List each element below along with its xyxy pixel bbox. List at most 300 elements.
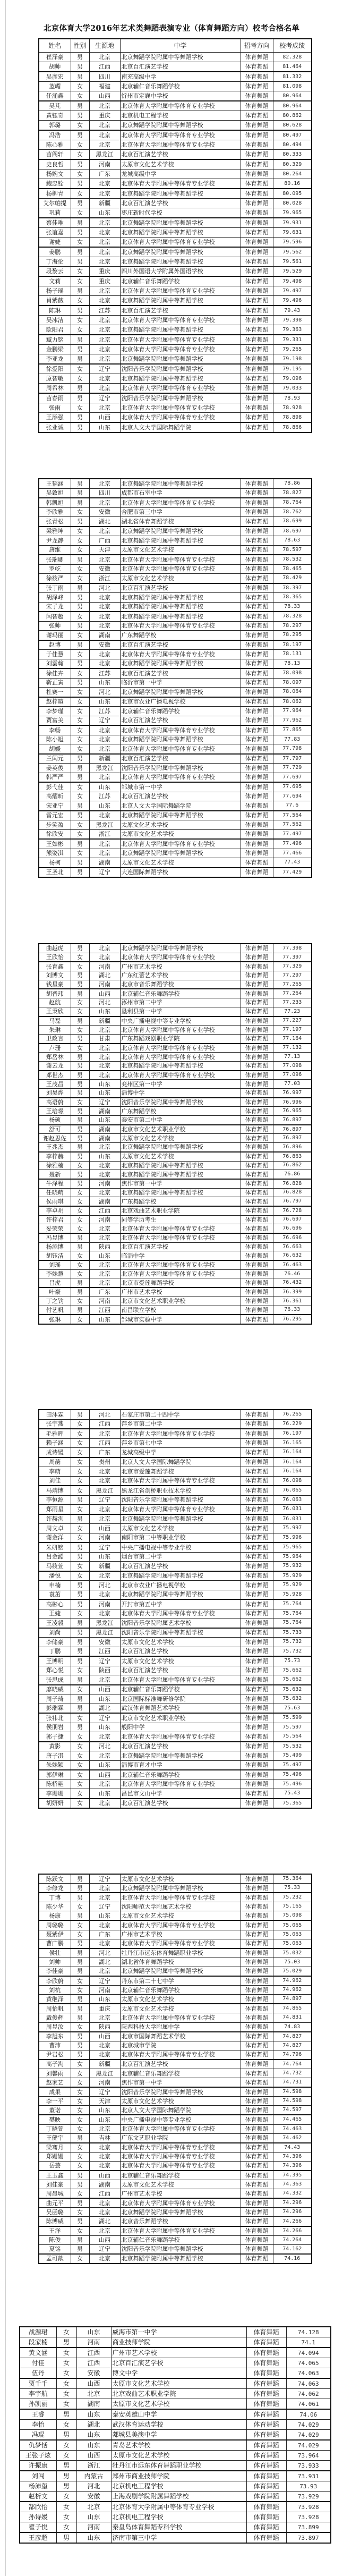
- score-cell: 75.03: [273, 1958, 312, 1967]
- name-cell: 黄继泽: [39, 1995, 71, 2004]
- table-row: [39, 189, 312, 199]
- region-cell: 河南: [89, 1599, 120, 1609]
- direction-cell: 体育舞蹈: [241, 130, 273, 140]
- name-cell: 苗阁轩: [39, 150, 71, 160]
- score-cell: 74.16: [273, 2254, 312, 2264]
- gender-cell: 女: [71, 1571, 89, 1581]
- gender-cell: 女: [71, 238, 89, 248]
- direction-cell: 体育舞蹈: [241, 2078, 273, 2088]
- school-cell: 北京体育大学附属中等体育专业学校: [120, 650, 241, 659]
- name-cell: 靳正寅: [39, 678, 71, 688]
- name-cell: 李萌: [39, 1467, 71, 1477]
- gender-cell: 女: [71, 1609, 89, 1619]
- region-cell: 北京: [89, 2254, 120, 2264]
- direction-cell: 体育舞蹈: [241, 2060, 273, 2069]
- name-cell: 陈桥艳: [39, 1780, 71, 1789]
- region-cell: 辽宁: [89, 2087, 120, 2097]
- table-row: [39, 2022, 312, 2032]
- score-cell: 73.931: [286, 2471, 331, 2481]
- table-row: [39, 1143, 312, 1152]
- name-cell: 鲍忠铨: [39, 179, 71, 189]
- direction-cell: 体育舞蹈: [241, 1152, 273, 1161]
- region-cell: 北京: [89, 612, 120, 621]
- score-cell: 74.732: [273, 2069, 312, 2078]
- region-cell: 山东: [89, 1089, 120, 1098]
- school-cell: 北京舞蹈学院附属中等舞蹈学校: [120, 1884, 241, 1893]
- table-row: [39, 179, 312, 189]
- school-cell: 太原市文化艺术学校: [120, 1995, 241, 2004]
- gender-cell: 男: [71, 1581, 89, 1590]
- table-row: [39, 744, 312, 754]
- region-cell: 河北: [89, 1581, 120, 1590]
- direction-cell: 体育舞蹈: [241, 306, 273, 316]
- region-cell: 北京: [89, 2050, 120, 2060]
- direction-cell: 体育舞蹈: [241, 1125, 273, 1134]
- table-row: [39, 1315, 312, 1324]
- region-cell: 北京: [89, 1170, 120, 1179]
- direction-cell: 体育舞蹈: [241, 1134, 273, 1143]
- direction-cell: 体育舞蹈: [241, 754, 273, 764]
- table-row: [20, 2348, 331, 2358]
- table-row: [39, 2226, 312, 2236]
- results-table-page-3: [38, 943, 312, 1325]
- direction-cell: 体育舞蹈: [241, 2244, 273, 2254]
- table-row: [39, 782, 312, 792]
- direction-cell: 体育舞蹈: [241, 179, 273, 189]
- name-cell: 叶豪: [39, 1287, 71, 1297]
- region-cell: 山东: [89, 2115, 120, 2124]
- name-cell: 胡钰洁: [39, 1251, 71, 1260]
- direction-cell: 体育舞蹈: [241, 1080, 273, 1089]
- direction-cell: 体育舞蹈: [241, 707, 273, 716]
- table-row: [39, 507, 312, 517]
- score-cell: 76.828: [273, 1188, 312, 1197]
- table-row: [39, 1080, 312, 1089]
- name-cell: 徐佳卉: [39, 668, 71, 678]
- gender-cell: 女: [71, 668, 89, 678]
- school-cell: 北京舞蹈学院附属中等舞蹈学校: [120, 1751, 241, 1761]
- region-cell: 湖北: [89, 1958, 120, 1967]
- school-cell: 北京体育大学附属中等体育专业学校: [120, 744, 241, 754]
- gender-cell: 女: [71, 1476, 89, 1486]
- name-cell: 吴函璐: [39, 2208, 71, 2217]
- score-cell: 74.094: [286, 2348, 331, 2358]
- name-cell: 李亚龙: [39, 354, 71, 365]
- region-cell: 北京: [89, 354, 120, 365]
- region-cell: 山东: [89, 1116, 120, 1125]
- gender-cell: 女: [71, 1458, 89, 1467]
- name-cell: 王兆杰: [39, 1143, 71, 1152]
- score-cell: 76.996: [273, 1098, 312, 1107]
- score-cell: 74.897: [273, 1995, 312, 2004]
- table-row: [20, 2522, 331, 2533]
- table-row: [39, 1874, 312, 1884]
- direction-cell: 体育舞蹈: [241, 296, 273, 306]
- gender-cell: 女: [71, 1505, 89, 1514]
- table-row: [39, 2041, 312, 2050]
- gender-cell: 女: [56, 2512, 76, 2522]
- gender-cell: 女: [71, 296, 89, 306]
- region-cell: 江西: [89, 1306, 120, 1315]
- score-cell: 79.398: [273, 316, 312, 325]
- table-row: [39, 2180, 312, 2189]
- region-cell: 新疆: [89, 2060, 120, 2069]
- school-cell: 北京体育大学附属中等体育专业学校: [120, 316, 241, 325]
- name-cell: 董诺: [39, 2106, 71, 2115]
- school-cell: 北京舞蹈学院附属中等舞蹈学校: [120, 1161, 241, 1170]
- table-row: [39, 754, 312, 764]
- name-cell: 张思成: [39, 1675, 71, 1685]
- gender-cell: 男: [56, 2532, 76, 2543]
- gender-cell: 男: [71, 130, 89, 140]
- gender-cell: 男: [71, 773, 89, 782]
- direction-cell: 体育舞蹈: [241, 697, 273, 707]
- score-cell: 74.06: [286, 2409, 331, 2420]
- region-cell: 山西: [89, 1770, 120, 1780]
- direction-cell: 体育舞蹈: [241, 725, 273, 735]
- name-cell: 韩严严: [39, 773, 71, 782]
- score-cell: 75.165: [273, 1902, 312, 1911]
- direction-cell: 体育舞蹈: [241, 1780, 273, 1789]
- table-row: [39, 130, 312, 140]
- name-cell: 谢赵思佐: [39, 1134, 71, 1143]
- table-row: [39, 707, 312, 716]
- gender-cell: 男: [71, 2032, 89, 2041]
- results-table-page-1: [38, 38, 312, 433]
- score-cell: 74.063: [286, 2378, 331, 2389]
- name-cell: 许振康: [20, 2461, 56, 2471]
- school-cell: 广东红蕾艺术学校: [120, 971, 241, 980]
- name-cell: 卢珊: [39, 1044, 71, 1053]
- score-cell: 75.996: [273, 1533, 312, 1543]
- table-row: [39, 688, 312, 697]
- region-cell: 安徽: [89, 640, 120, 650]
- gender-cell: 女: [71, 1206, 89, 1215]
- score-cell: 76.399: [273, 1287, 312, 1297]
- score-cell: 77.865: [273, 725, 312, 735]
- gender-cell: 男: [71, 413, 89, 423]
- gender-cell: 女: [71, 849, 89, 858]
- gender-cell: 男: [71, 1053, 89, 1062]
- direction-cell: 体育舞蹈: [241, 2032, 273, 2041]
- region-cell: 安徽: [76, 2492, 111, 2502]
- score-cell: 74.296: [273, 2208, 312, 2217]
- table-row: [39, 1197, 312, 1206]
- direction-cell: 体育舞蹈: [241, 1242, 273, 1251]
- score-cell: 80.497: [273, 130, 312, 140]
- score-cell: 78.465: [273, 564, 312, 574]
- school-cell: 北京体育大学附属中等体育专业学校: [120, 384, 241, 394]
- direction-cell: 体育舞蹈: [241, 393, 273, 403]
- score-cell: 82.328: [273, 53, 312, 62]
- direction-cell: 体育舞蹈: [241, 1723, 273, 1732]
- direction-cell: 体育舞蹈: [241, 1448, 273, 1458]
- name-cell: 刘雲翰: [39, 659, 71, 668]
- region-cell: 湖北: [76, 2420, 111, 2430]
- table-row: [39, 1543, 312, 1552]
- score-cell: 79.496: [273, 296, 312, 306]
- score-cell: 77.132: [273, 1044, 312, 1053]
- school-cell: 中央广播电视中等专业学校: [120, 1543, 241, 1552]
- table-row: [39, 1638, 312, 1647]
- gender-cell: 男: [56, 2461, 76, 2471]
- region-cell: 山东: [89, 208, 120, 218]
- direction-cell: 体育舞蹈: [246, 2399, 286, 2410]
- school-cell: 北京百汇演艺学校: [120, 199, 241, 208]
- score-cell: 75.997: [273, 1524, 312, 1533]
- direction-cell: 体育舞蹈: [241, 962, 273, 971]
- direction-cell: 体育舞蹈: [241, 276, 273, 286]
- score-cell: 78.93: [273, 393, 312, 403]
- school-cell: 郑州市商业技师学院: [111, 2471, 246, 2481]
- table-row: [39, 1893, 312, 1902]
- table-row: [39, 1939, 312, 1948]
- region-cell: 河南: [89, 980, 120, 989]
- direction-cell: 体育舞蹈: [241, 1533, 273, 1543]
- score-cell: 75.932: [273, 1562, 312, 1571]
- school-cell: 沈阳音乐学院附属中等舞蹈学校: [120, 1495, 241, 1505]
- name-cell: 丁博: [39, 1893, 71, 1902]
- region-cell: 北京: [89, 2226, 120, 2236]
- table-row: [39, 2060, 312, 2069]
- school-cell: 上海戏剧学院附属舞蹈学校: [111, 2492, 246, 2502]
- table-row: [39, 1770, 312, 1780]
- name-cell: 曹广鹏: [39, 1939, 71, 1948]
- region-cell: 甘肃: [89, 1034, 120, 1043]
- gender-cell: 女: [71, 1799, 89, 1809]
- school-cell: 北京戏曲艺术职业学院: [111, 2389, 246, 2399]
- gender-cell: 男: [71, 2198, 89, 2208]
- region-cell: 北京: [89, 1269, 120, 1278]
- school-cell: 北京舞蹈学院附属中等舞蹈学校: [120, 593, 241, 603]
- name-cell: 陈俊: [39, 2235, 71, 2244]
- score-cell: 80.095: [273, 189, 312, 199]
- table-row: [39, 697, 312, 707]
- direction-cell: 体育舞蹈: [241, 479, 273, 488]
- table-row: [39, 364, 312, 374]
- name-cell: 牛泽程: [39, 1179, 71, 1188]
- table-row: [39, 1034, 312, 1043]
- direction-cell: 体育舞蹈: [241, 1007, 273, 1016]
- column-header: 姓名: [39, 39, 71, 53]
- document-title: 北京体育大学2016年艺术类舞蹈表演专业（体育舞蹈方向）校考合格名单: [43, 24, 300, 33]
- score-cell: 76.696: [273, 1224, 312, 1233]
- gender-cell: 女: [56, 2522, 76, 2533]
- name-cell: 刘佳豪: [39, 2180, 71, 2189]
- region-cell: 山东: [89, 697, 120, 707]
- school-cell: 北京百汇演艺学校: [120, 640, 241, 650]
- gender-cell: 男: [71, 2180, 89, 2189]
- name-cell: 丁晓萱: [39, 2124, 71, 2133]
- table-row: [39, 998, 312, 1007]
- school-cell: 武汉体育运动学校: [111, 2420, 246, 2430]
- score-cell: 74.264: [273, 2235, 312, 2244]
- score-cell: 80.329: [273, 159, 312, 170]
- gender-cell: 女: [71, 1562, 89, 1571]
- direction-cell: 体育舞蹈: [241, 1638, 273, 1647]
- name-cell: 张琳: [39, 1315, 71, 1324]
- name-cell: 陈博威: [39, 2217, 71, 2226]
- direction-cell: 体育舞蹈: [241, 1920, 273, 1930]
- direction-cell: 体育舞蹈: [241, 1799, 273, 1809]
- gender-cell: 女: [56, 2358, 76, 2368]
- table-row: [39, 335, 312, 345]
- name-cell: 谢玛丽: [39, 631, 71, 640]
- score-cell: 79.363: [273, 325, 312, 335]
- school-cell: 牡丹江市远东体育舞蹈职业学校: [120, 1948, 241, 1958]
- direction-cell: 体育舞蹈: [241, 1161, 273, 1170]
- region-cell: 北京: [76, 2389, 111, 2399]
- table-row: [39, 1789, 312, 1799]
- direction-cell: 体育舞蹈: [241, 839, 273, 849]
- gender-cell: 男: [71, 678, 89, 688]
- table-row: [39, 1713, 312, 1723]
- school-cell: 北京体育大学附属中等体育专业学校: [120, 1476, 241, 1486]
- score-cell: 74.796: [273, 2050, 312, 2060]
- direction-cell: 体育舞蹈: [241, 413, 273, 423]
- score-cell: 75.764: [273, 1619, 312, 1628]
- school-cell: 泰安市第二中学: [120, 1116, 241, 1125]
- direction-cell: 体育舞蹈: [241, 1958, 273, 1967]
- direction-cell: 体育舞蹈: [241, 2041, 273, 2050]
- gender-cell: 女: [71, 2124, 89, 2133]
- region-cell: 北京: [89, 238, 120, 248]
- direction-cell: 体育舞蹈: [241, 944, 273, 953]
- table-row: [39, 1188, 312, 1197]
- gender-cell: 男: [71, 1948, 89, 1958]
- gender-cell: 女: [71, 1732, 89, 1742]
- gender-cell: 男: [71, 1514, 89, 1524]
- score-cell: 75.764: [273, 1599, 312, 1609]
- score-cell: 77.562: [273, 820, 312, 830]
- school-cell: 临沂市第一中学: [120, 678, 241, 688]
- region-cell: 北京: [89, 1609, 120, 1619]
- gender-cell: 男: [71, 479, 89, 488]
- direction-cell: 体育舞蹈: [246, 2440, 286, 2451]
- name-cell: 高子淘: [39, 2060, 71, 2069]
- name-cell: 张谊嘉: [39, 228, 71, 238]
- region-cell: 江西: [89, 62, 120, 72]
- gender-cell: 女: [71, 1251, 89, 1260]
- name-cell: 张祎北: [39, 1713, 71, 1723]
- region-cell: 北京: [89, 189, 120, 199]
- name-cell: 孙诗媛: [20, 2512, 56, 2522]
- score-cell: 76.897: [273, 1125, 312, 1134]
- direction-cell: 体育舞蹈: [241, 1206, 273, 1215]
- school-cell: 北京舞蹈学院附属中等舞蹈学校: [120, 2254, 241, 2264]
- region-cell: 江西: [89, 2189, 120, 2199]
- table-row: [39, 1278, 312, 1287]
- score-cell: 76.86: [273, 1170, 312, 1179]
- score-cell: 77.798: [273, 744, 312, 754]
- direction-cell: 体育舞蹈: [241, 1562, 273, 1571]
- table-row: [39, 725, 312, 735]
- score-cell: 76.295: [273, 1315, 312, 1324]
- region-cell: 辽宁: [89, 1902, 120, 1911]
- name-cell: 徐欣安: [39, 829, 71, 839]
- school-cell: 邹城市第一中学: [120, 782, 241, 792]
- school-cell: 北京辅仁音乐舞蹈学校: [120, 1685, 241, 1694]
- direction-cell: 体育舞蹈: [241, 374, 273, 384]
- school-cell: 北京舞蹈学院附属中等舞蹈学校: [120, 354, 241, 365]
- score-cell: 80.16: [273, 179, 312, 189]
- school-cell: 忻州市定襄中学校: [120, 91, 241, 101]
- score-cell: 77.43: [273, 858, 312, 868]
- gender-cell: 女: [71, 91, 89, 101]
- direction-cell: 体育舞蹈: [241, 1874, 273, 1884]
- gender-cell: 女: [71, 2208, 89, 2217]
- school-cell: 秦皇岛体育舞蹈专科学校: [111, 2522, 246, 2533]
- direction-cell: 体育舞蹈: [241, 612, 273, 621]
- direction-cell: 体育舞蹈: [241, 150, 273, 160]
- region-cell: 北京: [89, 2013, 120, 2022]
- name-cell: 冯琨: [20, 2430, 56, 2441]
- direction-cell: 体育舞蹈: [241, 1197, 273, 1206]
- table-row: [39, 170, 312, 179]
- region-cell: 内蒙古: [76, 2471, 111, 2481]
- region-cell: 北京: [89, 944, 120, 953]
- score-cell: 76.797: [273, 1197, 312, 1206]
- region-cell: 湖南: [89, 2180, 120, 2189]
- gender-cell: 女: [71, 564, 89, 574]
- school-cell: 合肥市第三中学: [120, 507, 241, 517]
- score-cell: 75.964: [273, 1552, 312, 1562]
- name-cell: 周菡: [39, 1458, 71, 1467]
- region-cell: 北京: [89, 659, 120, 668]
- region-cell: 湖南: [89, 1125, 120, 1134]
- school-cell: 北京机电工程学校: [111, 2481, 246, 2492]
- table-row: [39, 1780, 312, 1789]
- name-cell: 卫政言: [39, 1034, 71, 1043]
- region-cell: 北京: [89, 1044, 120, 1053]
- score-cell: 79.43: [273, 306, 312, 316]
- score-cell: 74.396: [273, 2161, 312, 2171]
- table-row: [39, 2069, 312, 2078]
- score-cell: 74.395: [273, 2171, 312, 2180]
- name-cell: 唐维: [39, 545, 71, 555]
- table-row: [39, 2013, 312, 2022]
- region-cell: 山东: [89, 1723, 120, 1732]
- name-cell: 苗春雨: [39, 393, 71, 403]
- direction-cell: 体育舞蹈: [241, 971, 273, 980]
- direction-cell: 体育舞蹈: [241, 574, 273, 583]
- direction-cell: 体育舞蹈: [241, 1297, 273, 1306]
- name-cell: 郑岳林: [39, 1053, 71, 1062]
- name-cell: 周子琦: [39, 1694, 71, 1704]
- region-cell: 北京: [89, 1026, 120, 1035]
- gender-cell: 女: [71, 962, 89, 971]
- gender-cell: 男: [71, 1306, 89, 1315]
- score-cell: 73.964: [286, 2451, 331, 2461]
- table-row: [39, 801, 312, 811]
- table-row: [39, 422, 312, 433]
- table-row: [39, 1533, 312, 1543]
- score-cell: 75.662: [273, 1666, 312, 1675]
- gender-cell: 男: [71, 1034, 89, 1043]
- region-cell: 北京: [89, 1732, 120, 1742]
- gender-cell: 女: [71, 1315, 89, 1324]
- region-cell: 河北: [89, 583, 120, 593]
- name-cell: 尹岩松: [39, 2050, 71, 2060]
- gender-cell: 男: [71, 2004, 89, 2013]
- table-row: [39, 208, 312, 218]
- region-cell: 北京: [89, 849, 120, 858]
- region-cell: 北京: [89, 1505, 120, 1514]
- school-cell: 北京人文大学国际舞蹈学院: [120, 801, 241, 811]
- table-row: [39, 1116, 312, 1125]
- direction-cell: 体育舞蹈: [241, 1287, 273, 1297]
- table-row: [39, 1599, 312, 1609]
